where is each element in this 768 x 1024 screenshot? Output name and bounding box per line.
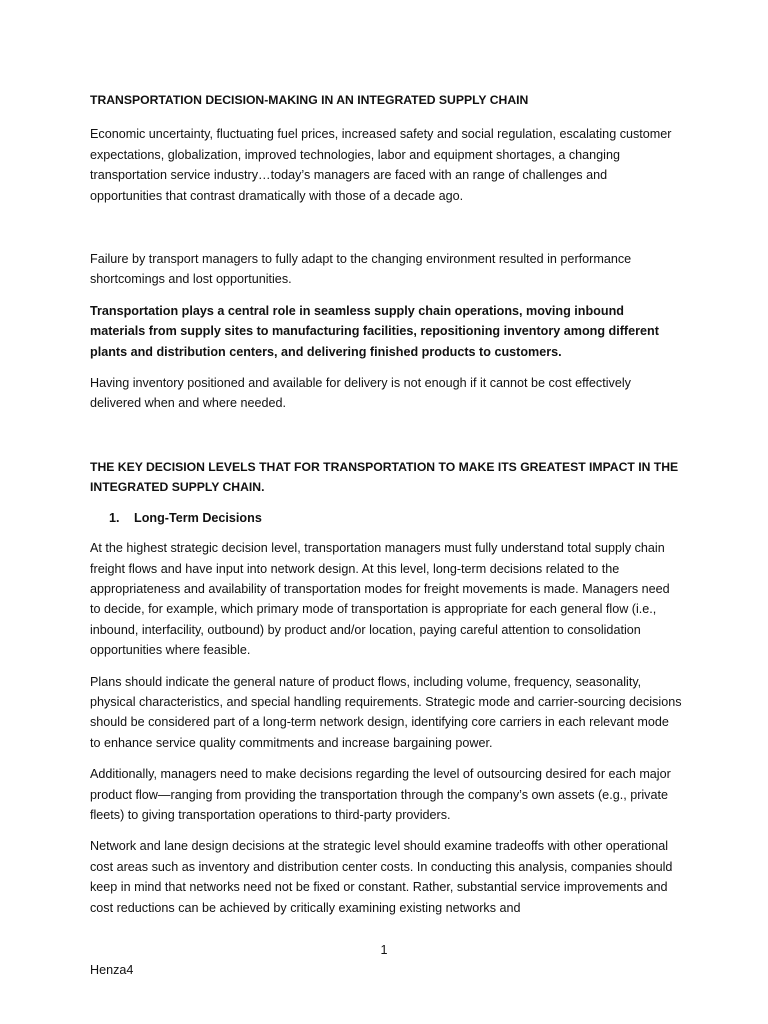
footer-text: Henza4 bbox=[90, 963, 134, 977]
section-heading: THE KEY DECISION LEVELS THAT FOR TRANSPORTATION TO MAKE ITS GREATEST IMPACT IN THE INTEGRATED SUPPLY CHAIN. bbox=[90, 459, 679, 495]
list-item-heading bbox=[90, 508, 682, 528]
paragraph-network-design: Network and lane design decisions at the strategic level should examine tradeoffs with other operational cost areas such as inventory and distribution center costs. In conducting this analysis, companies should keep in mind that networks need not be fixed or constant. Rather, substantial service improvements and cost reductions can be achieved by critically examining existing networks and bbox=[90, 839, 673, 915]
paragraph-strategic-level: At the highest strategic decision level, transportation managers must fully understand total supply chain freight flows and have input into network design. At this level, long-term decisions related to the appropriateness and availability of transportation modes for freight movements is made. Managers need to decide, for example, which primary mode of transportation is appropriate for each general flow (i.e., inbound, interfacility, outbound) by product and/or location, paying careful attention to consolidation opportunities where feasible. bbox=[90, 541, 670, 658]
paragraph-plans: Plans should indicate the general nature of product flows, including volume, frequency, seasonality, physical characteristics, and special handling requirements. Strategic mode and carrier-sourcing decisions should be considered part of a long-term network design, identifying core carriers in each relevant mode to enhance service quality commitments and increase bargaining power. bbox=[90, 674, 682, 750]
list-item-label: Long-Term Decisions bbox=[134, 510, 262, 525]
list-item-number: 1. bbox=[109, 510, 120, 525]
paragraph-gap bbox=[90, 217, 682, 249]
paragraph-gap bbox=[90, 425, 682, 457]
document-body bbox=[90, 90, 682, 929]
paragraph-failure: Failure by transport managers to fully adapt to the changing environment resulted in performance shortcomings and lost opportunities. bbox=[90, 252, 632, 287]
paragraph-intro: Economic uncertainty, fluctuating fuel prices, increased safety and social regulation, escalating customer expectations, globalization, improved technologies, labor and equipment shortages, a changing transportation service industry…today’s managers are faced with an range of challenges and opportunities that contrast dramatically with those of a decade ago. bbox=[90, 127, 672, 203]
paragraph-outsourcing: Additionally, managers need to make decisions regarding the level of outsourcing desired for each major product flow—ranging from providing the transportation through the company’s own assets (e.g., private fleets) to giving transportation operations to third-party providers. bbox=[90, 767, 671, 822]
document-title: TRANSPORTATION DECISION-MAKING IN AN INTEGRATED SUPPLY CHAIN bbox=[90, 93, 529, 107]
page-number: 1 bbox=[380, 943, 388, 957]
paragraph-inventory: Having inventory positioned and available for delivery is not enough if it cannot be cost effectively delivered when and where needed. bbox=[90, 376, 631, 411]
paragraph-central-role: Transportation plays a central role in seamless supply chain operations, moving inbound materials from supply sites to manufacturing facilities, repositioning inventory among different plants and distribution centers, and delivering finished products to customers. bbox=[90, 303, 659, 359]
